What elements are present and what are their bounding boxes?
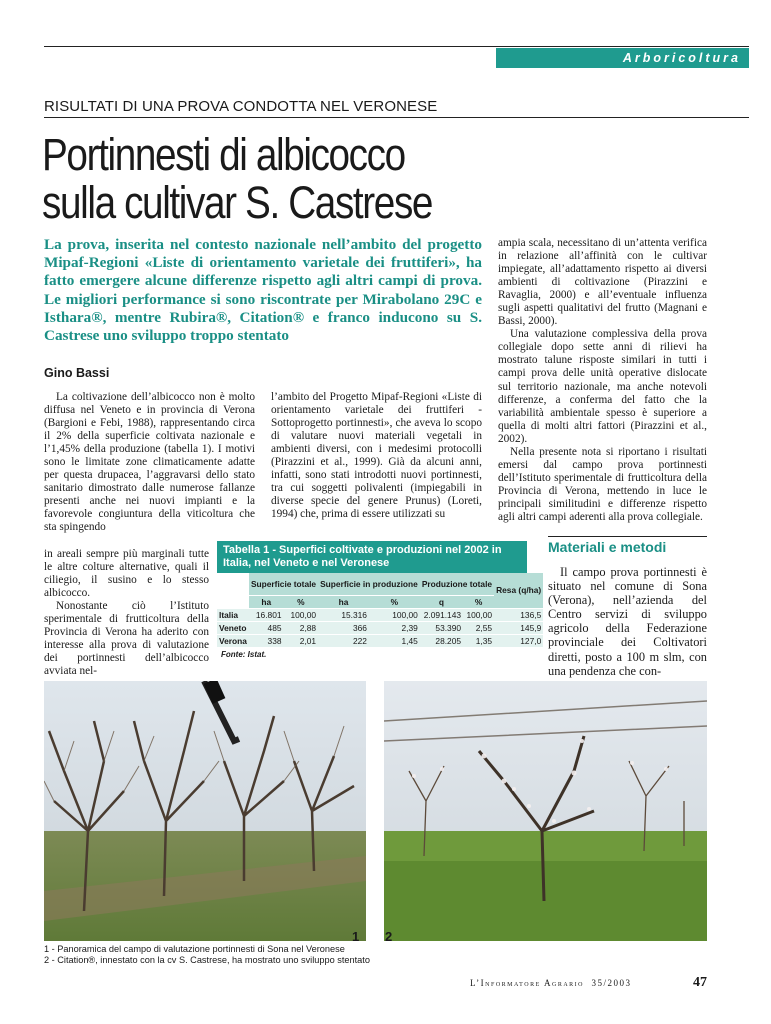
lead-paragraph: La prova, inserita nel contesto nazionale nell’ambito del progetto Mipaf-Regioni «Liste di orientamento varietale dei fruttiferi», ha fatto emergere alcune differenze rispetto agli altri campi di prova. Le migliori performance si sono riscontrate per Mirabolano 29C e Isthara®, mentre Rubira®, Citation® e franco inducono su S. Castrese uno sviluppo troppo stentato: [44, 236, 482, 345]
table-row: [217, 635, 543, 648]
table-row: [217, 609, 543, 622]
col3-paragraph-1: ampia scala, necessitano di un’attenta verifica in relazione all’affinità con le cultivar impiegate, all’adattamento rispetto ai diversi ambienti di coltivazione (Pirazzini e Ravaglia, 2000) e all’eventuale influenza sugli aspetti qualitativi del frutto (Magnani e Bassi, 2000).: [498, 237, 707, 328]
col3-paragraph-2: Una valutazione complessiva della prova collegiale dopo sette anni di rilievi ha mostrato talune risposte similari in tutti i campi prova delle unità operative dislocate sul territorio nazionale, ma anche notevoli differenze, a conferma del fatto che la variabilità ambientale spesso è superiore a quella di molti altri fattori (Pirazzini et al., 2002).: [498, 328, 707, 445]
table-cell: 15.316: [318, 609, 369, 622]
col3-paragraph-4: Il campo prova portinnesti è situato nel comune di Sona (Verona), nell’azienda del Centro servizi di sviluppo agricolo della Federazione provinciale dei Coltivatori diretti, posto a 100 m slm, con una pendenza che con-: [548, 565, 707, 678]
col3-paragraph-3: Nella presente nota si riportano i risultati emersi dal campo prova portinnesti dell’Istituto sperimentale di frutticoltura della Provincia di Verona, mettendo in luce le principali similitudini e differenze rispetto agli altri campi aderenti alla prova collegiale.: [498, 445, 707, 523]
table-unit: ha: [318, 596, 369, 609]
table-cell: 53.390: [420, 622, 463, 635]
table-row: [217, 622, 543, 635]
table-group-header: Resa (q/ha): [494, 573, 543, 609]
table-cell: 28.205: [420, 635, 463, 648]
table-cell: 1,45: [369, 635, 420, 648]
table-group-header: Superficie in produzione: [318, 573, 420, 596]
row-label: Verona: [219, 636, 247, 646]
table-unit: q: [420, 596, 463, 609]
table-cell: 222: [318, 635, 369, 648]
table-group-header: Produzione totale: [420, 573, 494, 596]
top-rule: [44, 46, 749, 47]
table-cell: 127,0: [494, 635, 543, 648]
table-cell: 100,00: [463, 609, 494, 622]
table-unit: %: [284, 596, 319, 609]
table-corner: [217, 573, 249, 596]
table-group-header: Superficie totale: [249, 573, 318, 596]
table-cell: 2.091.143: [420, 609, 463, 622]
table-cell: 145,9: [494, 622, 543, 635]
table-unit: %: [369, 596, 420, 609]
table-cell: 16.801: [249, 609, 284, 622]
table-cell: 2,01: [284, 635, 319, 648]
orchard-image-1: [44, 681, 366, 941]
table-caption: Tabella 1 - Superfici coltivate e produzioni nel 2002 in Italia, nel Veneto e nel Veronese: [217, 541, 527, 573]
table-unit: ha: [249, 596, 284, 609]
column-3-lower: [548, 565, 707, 678]
section-tag: Arboricoltura: [496, 48, 749, 68]
kicker-rule: [44, 117, 749, 118]
journal-name: L’Informatore Agrario: [470, 978, 584, 988]
column-3: [498, 237, 707, 524]
table-cell: 366: [318, 622, 369, 635]
caption-2: 2 - Citation®, innestato con la cv S. Castrese, ha mostrato uno sviluppo stentato: [44, 955, 370, 966]
table-grid: [217, 573, 543, 647]
table-1: [217, 541, 542, 683]
figure-number-2: 2: [385, 929, 393, 944]
table-source: Fonte: Istat.: [221, 650, 267, 659]
table-cell: 2,88: [284, 622, 319, 635]
col1-paragraph-2: Nonostante ciò l’Istituto sperimentale di frutticoltura della Provincia di Verona ha aderito con interesse alla prova di valutazione dei portinnesti dell’albicocco avviata nel-: [44, 600, 209, 678]
photo-orchard-overview: [44, 681, 366, 941]
figure-caption: [44, 944, 370, 966]
journal-issue: 35/2003: [591, 978, 632, 988]
table-cell: 100,00: [284, 609, 319, 622]
table-cell: 485: [249, 622, 284, 635]
row-label: Veneto: [217, 622, 249, 635]
page-number: 47: [693, 975, 707, 990]
table-unit: %: [463, 596, 494, 609]
col1-paragraph-1-cont: in areali sempre più marginali tutte le altre colture alternative, quali il ciliegio, il susino e lo stesso albicocco.: [44, 548, 209, 600]
table-cell: 338: [249, 635, 284, 648]
author: Gino Bassi: [44, 366, 110, 380]
heading-rule: [548, 536, 707, 537]
table-cell: 100,00: [369, 609, 420, 622]
table-cell: 2,55: [463, 622, 494, 635]
section-heading: Materiali e metodi: [548, 539, 667, 555]
table-cell: 136,5: [494, 609, 543, 622]
column-1: [44, 391, 255, 535]
table-cell: 1,35: [463, 635, 494, 648]
orchard-image-2: [384, 681, 707, 941]
col2-paragraph-1: l’ambito del Progetto Mipaf-Regioni «Liste di orientamento varietale dei fruttiferi - Sottoprogetto portinnesti», che aveva lo scopo di valutare nuovi materiali vegetali in ambienti diversi, con i medesimi protocolli (Pirazzini et al., 1999). Già da alcuni anni, infatti, sono stati introdotti nuovi portinnesti, tra cui soggetti polivalenti (impiegabili in diverse specie del genere Prunus) (Loreti, 1994) che, prima di essere utilizzati su: [271, 391, 482, 521]
caption-1: 1 - Panoramica del campo di valutazione portinnesti di Sona nel Veronese: [44, 944, 345, 954]
table-cell: 2,39: [369, 622, 420, 635]
title-line-2: sulla cultivar S. Castrese: [42, 177, 433, 228]
page-title: [42, 131, 524, 227]
row-label: Italia: [217, 609, 249, 622]
col1-paragraph-1: La coltivazione dell’albicocco non è molto diffusa nel Veneto e in provincia di Verona (Bargioni e Febi, 1988), rappresentando circa il 2% della superficie coltivata nazionale e l’1,45% della produzione (tabella 1). I motivi sono le limitate zone climaticamente adatte per questa drupacea, l’aggravarsi dello stato sanitario dimostrato dalle numerose fallanze presenti anche nei nuovi impianti e la favorevole congiuntura della viticoltura che sta spingendo: [44, 391, 255, 534]
title-line-1: Portinnesti di albicocco: [42, 129, 405, 180]
column-1-wrap: [44, 548, 209, 678]
table-corner: [217, 596, 249, 609]
column-2: [271, 391, 482, 521]
kicker: RISULTATI DI UNA PROVA CONDOTTA NEL VERONESE: [44, 98, 438, 115]
photo-citation-rootstock: [384, 681, 707, 941]
figure-number-1: 1: [352, 929, 360, 944]
